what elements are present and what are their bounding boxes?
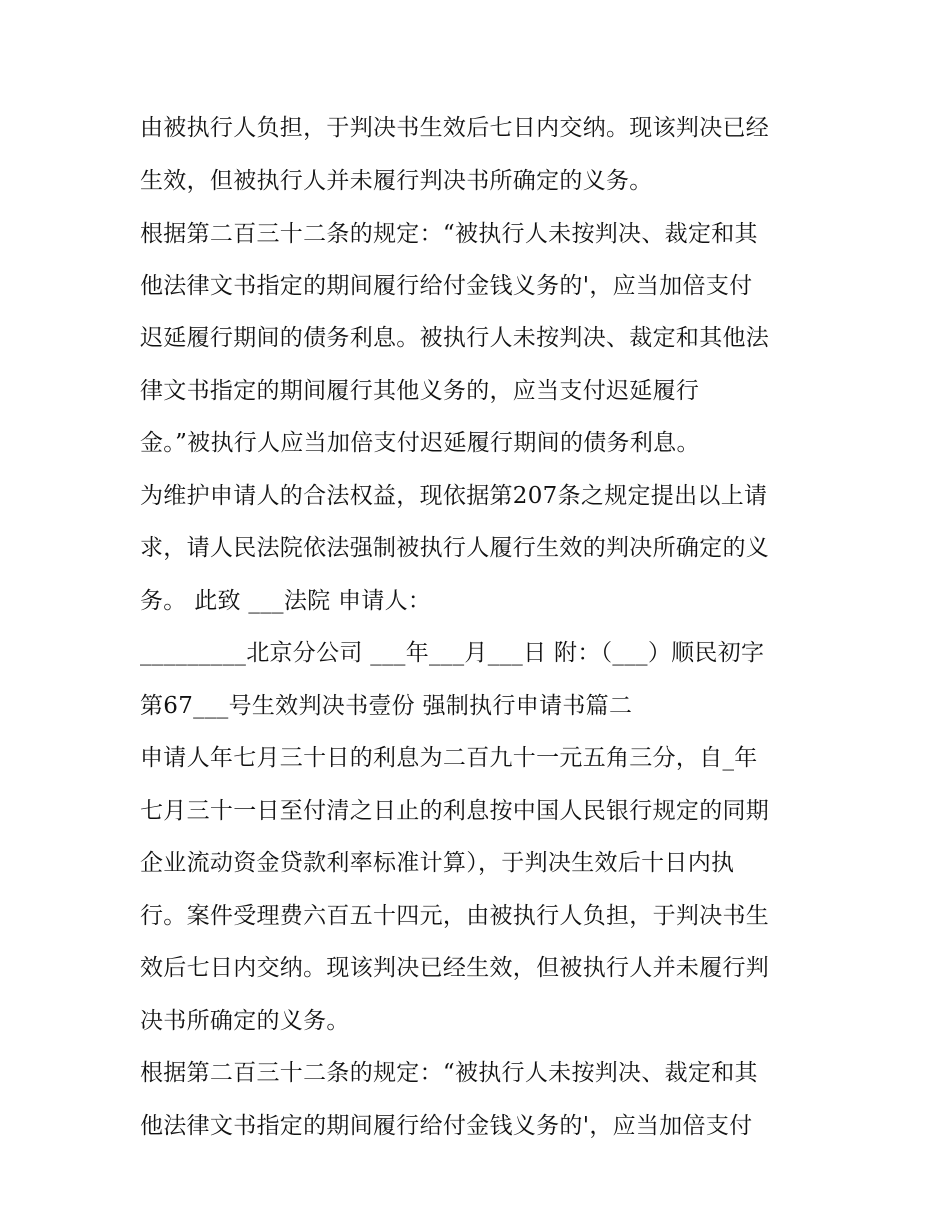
text-line: 金。”被执行人应当加倍支付迟延履行期间的债务利息。 <box>140 430 700 456</box>
text-line: 他法律文书指定的期间履行给付金钱义务的'，应当加倍支付 <box>140 273 753 299</box>
text-line: 生效，但被执行人并未履行判决书所确定的义务。 <box>140 168 653 194</box>
text-line: 七月三十一日至付清之日止的利息按中国人民银行规定的同期 <box>140 798 770 824</box>
text-line: 迟延履行期间的债务利息。被执行人未按判决、裁定和其他法 <box>140 325 770 351</box>
text-line: 为维护申请人的合法权益，现依据第207条之规定提出以上请 <box>140 483 768 509</box>
text-line: 第67___号生效判决书壹份 强制执行申请书篇二 <box>140 693 633 719</box>
text-line: 企业流动资金贷款利率标准计算），于判决生效后十日内执 <box>140 850 735 876</box>
text-line: 务。 此致 ___法院 申请人： <box>140 588 432 614</box>
text-line: 根据第二百三十二条的规定：“被执行人未按判决、裁定和其 <box>140 1060 758 1086</box>
text-line: 行。案件受理费六百五十四元，由被执行人负担，于判决书生 <box>140 903 770 929</box>
text-line: 由被执行人负担，于判决书生效后七日内交纳。现该判决已经 <box>140 115 770 141</box>
text-line: 决书所确定的义务。 <box>140 1008 350 1034</box>
text-line: 求，请人民法院依法强制被执行人履行生效的判决所确定的义 <box>140 535 770 561</box>
text-line: 根据第二百三十二条的规定：“被执行人未按判决、裁定和其 <box>140 221 758 247</box>
text-line: _________北京分公司 ___年___月___日 附：（___）顺民初字 <box>140 640 765 666</box>
text-line: 申请人年七月三十日的利息为二百九十一元五角三分，自_年 <box>140 745 758 771</box>
text-line: 律文书指定的期间履行其他义务的，应当支付迟延履行 <box>140 378 700 404</box>
text-line: 效后七日内交纳。现该判决已经生效，但被执行人并未履行判 <box>140 955 770 981</box>
text-line: 他法律文书指定的期间履行给付金钱义务的'，应当加倍支付 <box>140 1113 753 1139</box>
